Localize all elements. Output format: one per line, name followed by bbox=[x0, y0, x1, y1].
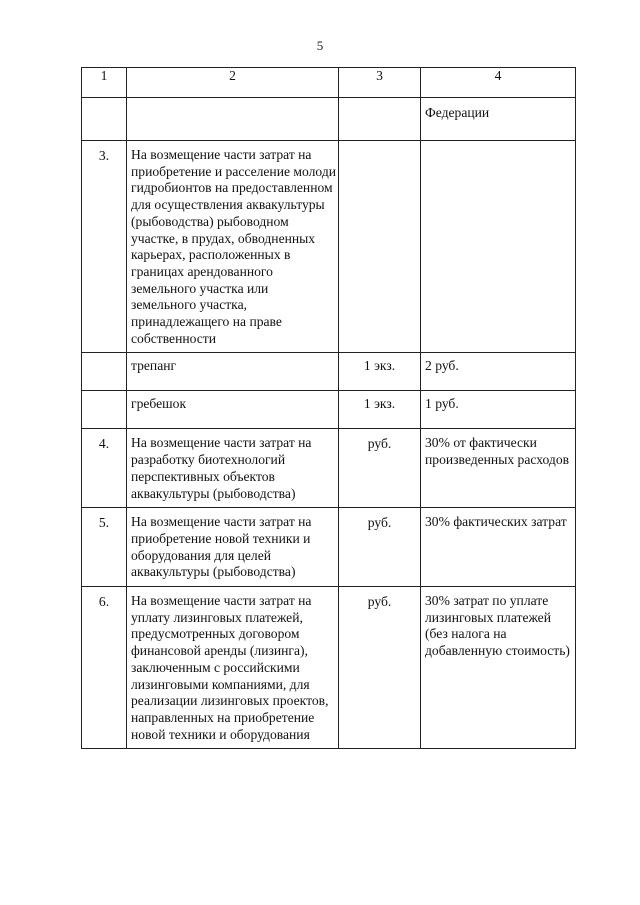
row-description: гребешок bbox=[127, 391, 339, 429]
header-cell-3: 3 bbox=[339, 68, 421, 98]
table-row bbox=[82, 587, 576, 749]
table-row bbox=[82, 141, 576, 353]
page-number: 5 bbox=[316, 38, 324, 53]
table-row bbox=[82, 98, 576, 141]
row-number bbox=[82, 391, 127, 429]
row-description bbox=[127, 98, 339, 141]
header-cell-2: 2 bbox=[127, 68, 339, 98]
row-number: 5. bbox=[82, 508, 127, 587]
row-description: На возмещение части затрат на приобретение новой техники и оборудования для целей аквакультуры (рыбоводства) bbox=[127, 508, 339, 587]
row-value: 1 руб. bbox=[421, 391, 576, 429]
table-row bbox=[82, 429, 576, 508]
row-value: 30% фактических затрат bbox=[421, 508, 576, 587]
table-header-row bbox=[82, 68, 576, 98]
header-cell-1: 1 bbox=[82, 68, 127, 98]
table-row bbox=[82, 391, 576, 429]
row-number: 4. bbox=[82, 429, 127, 508]
subsidy-rates-table bbox=[81, 67, 576, 749]
row-value bbox=[421, 141, 576, 353]
row-description: трепанг bbox=[127, 353, 339, 391]
row-description: На возмещение части затрат на разработку биотехнологий перспективных объектов аквакультуры (рыбоводства) bbox=[127, 429, 339, 508]
row-number bbox=[82, 98, 127, 141]
row-unit bbox=[339, 98, 421, 141]
table-row bbox=[82, 353, 576, 391]
row-number bbox=[82, 353, 127, 391]
row-unit: руб. bbox=[339, 587, 421, 749]
row-value: 2 руб. bbox=[421, 353, 576, 391]
row-value: Федерации bbox=[421, 98, 576, 141]
row-unit: руб. bbox=[339, 429, 421, 508]
header-cell-4: 4 bbox=[421, 68, 576, 98]
row-number: 6. bbox=[82, 587, 127, 749]
row-unit: 1 экз. bbox=[339, 391, 421, 429]
row-unit: руб. bbox=[339, 508, 421, 587]
row-unit: 1 экз. bbox=[339, 353, 421, 391]
row-value: 30% от фактически произведенных расходов bbox=[421, 429, 576, 508]
row-unit bbox=[339, 141, 421, 353]
row-description: На возмещение части затрат на уплату лизинговых платежей, предусмотренных договором финансовой аренды (лизинга), заключенным с российскими лизинговыми компаниями, для реализации лизинговых проектов, направленных на приобретение новой техники и оборудования bbox=[127, 587, 339, 749]
row-number: 3. bbox=[82, 141, 127, 353]
row-value: 30% затрат по уплате лизинговых платежей (без налога на добавленную стоимость) bbox=[421, 587, 576, 749]
table-row bbox=[82, 508, 576, 587]
row-description: На возмещение части затрат на приобретение и расселение молоди гидробионтов на предоставленном для осуществления аквакультуры (рыбоводства) рыбоводном участке, в прудах, обводненных карьерах, расположенных в границах арендованного земельного участка или земельного участка, принадлежащего на праве собственности bbox=[127, 141, 339, 353]
